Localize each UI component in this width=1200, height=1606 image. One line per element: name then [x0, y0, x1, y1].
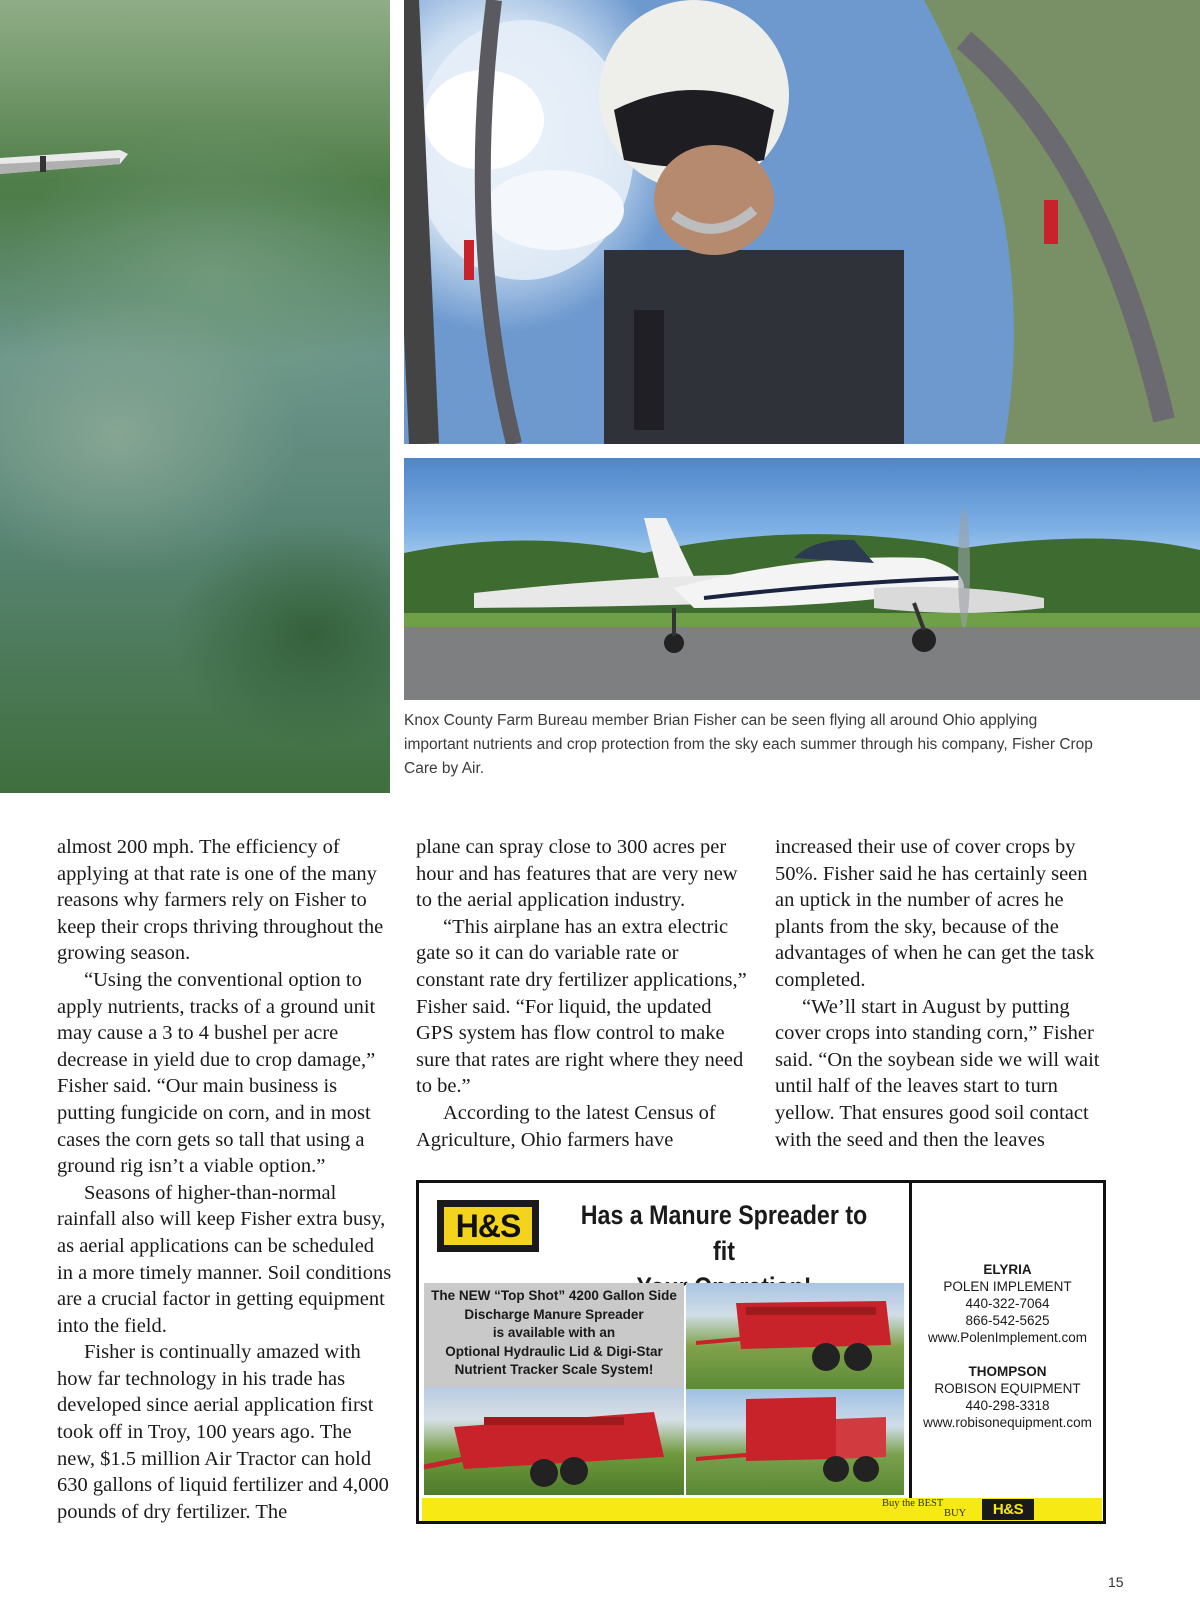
paragraph: plane can spray close to 300 acres per hour and has features that are very new to the aerial application industry. — [416, 836, 738, 912]
article-column-2 — [416, 834, 751, 1153]
dealer-website-link[interactable]: www.robisonequipment.com — [923, 1415, 1092, 1430]
paragraph: Seasons of higher-than-normal rainfall also will keep Fisher extra busy, as aerial applications can be scheduled in a more timely manner. Soil conditions are a crucial factor in getting equipment into the field. — [57, 1181, 392, 1337]
ad-headline-line-1: Has a Manure Spreader to fit — [580, 1200, 868, 1266]
dealer-phone: 866-542-5625 — [965, 1313, 1050, 1328]
ad-tagline-buy: BUY — [944, 1508, 967, 1519]
article-column-1 — [57, 834, 392, 1525]
ad-description-line: Optional Hydraulic Lid & Digi-Star — [445, 1343, 663, 1359]
dealer-phone: 440-322-7064 — [965, 1296, 1050, 1311]
pilot-cockpit-illustration — [404, 0, 1200, 444]
spreader-photo-top — [686, 1283, 904, 1389]
dealer-city: THOMPSON — [968, 1364, 1047, 1379]
dealer-name: ROBISON EQUIPMENT — [934, 1381, 1081, 1396]
crop-duster-spray-photo — [0, 0, 390, 793]
hs-manure-spreader-ad[interactable] — [416, 1180, 1106, 1524]
dealer-name: POLEN IMPLEMENT — [943, 1279, 1072, 1294]
ad-description — [425, 1287, 683, 1380]
ad-footer-bar — [422, 1498, 1102, 1521]
air-tractor-plane-photo — [404, 458, 1200, 700]
ad-description-line: is available with an — [492, 1325, 616, 1340]
paragraph: “Using the conventional option to apply nutrients, tracks of a ground unit may cause a 3 to 4 bushel per acre decrease in yield due to crop damage,” Fisher said. “Our main business is putting fungicide on corn, and in most cases the corn gets so tall that using a ground rig isn’t a viable option.” — [57, 968, 376, 1178]
page-number: 15 — [1108, 1574, 1124, 1590]
spreader-illustration — [686, 1283, 904, 1389]
hs-small-logo-text: H&S — [992, 1501, 1024, 1518]
ad-description-line: Discharge Manure Spreader — [464, 1306, 644, 1322]
paragraph: Fisher is continually amazed with how far technology in his trade has developed since aerial application first took off in Troy, 100 years ago. The new, $1.5 million Air Tractor can hold 630 gallons of liquid fertilizer and 4,000 pounds of dry fertilizer. The — [57, 1341, 389, 1523]
hs-logo-text: H&S — [455, 1207, 521, 1244]
dealer-polen-implement — [912, 1261, 1103, 1346]
spreader-illustration — [686, 1389, 904, 1495]
spreader-illustration — [424, 1387, 684, 1495]
paragraph: increased their use of cover crops by 50%. Fisher said he has certainly seen an uptick in the number of acres he plants from the sky, because of the advantages of when he can get the task completed. — [775, 836, 1095, 991]
air-tractor-illustration — [404, 458, 1200, 700]
article-column-3 — [775, 834, 1110, 1153]
ad-description-line: Nutrient Tracker Scale System! — [454, 1362, 654, 1377]
paragraph: “We’ll start in August by putting cover crops into standing corn,” Fisher said. “On the soybean side we will wait until half of the leaves start to turn yellow. That ensures good soil contact with the seed and then the leaves — [775, 995, 1100, 1151]
dealer-city: ELYRIA — [983, 1262, 1032, 1277]
paragraph: almost 200 mph. The efficiency of applying at that rate is one of the many reasons why farmers rely on Fisher to keep their crops thriving throughout the growing season. — [57, 836, 384, 965]
dealer-website-link[interactable]: www.PolenImplement.com — [927, 1330, 1088, 1345]
paragraph: “This airplane has an extra electric gate so it can do variable rate or constant rate dry fertilizer applications,” Fisher said. “For liquid, the updated GPS system has flow control to make sure that rates are right where they need to be.” — [416, 915, 747, 1098]
hs-logo-plate — [444, 1207, 532, 1245]
spreader-photo-large — [424, 1387, 684, 1495]
dealer-phone: 440-298-3318 — [965, 1398, 1050, 1413]
photo-caption: Knox County Farm Bureau member Brian Fisher can be seen flying all around Ohio applying important nutrients and crop protection from the sky each summer through his company, Fisher Crop Care by Air. — [404, 712, 1093, 777]
pilot-cockpit-photo — [404, 0, 1200, 444]
dealer-robison-equipment — [912, 1363, 1103, 1431]
dealer-list — [912, 1183, 1103, 1495]
ad-description-line: The NEW “Top Shot” 4200 Gallon Side — [431, 1288, 677, 1303]
plane-wing-tip — [0, 150, 128, 176]
hs-logo — [437, 1200, 539, 1252]
paragraph: According to the latest Census of Agriculture, Ohio farmers have — [416, 1101, 716, 1151]
ad-tagline: Buy the BEST — [882, 1498, 944, 1509]
spreader-photo-bottom — [686, 1389, 904, 1495]
ad-left-panel — [419, 1183, 912, 1521]
hs-small-logo — [982, 1499, 1034, 1520]
